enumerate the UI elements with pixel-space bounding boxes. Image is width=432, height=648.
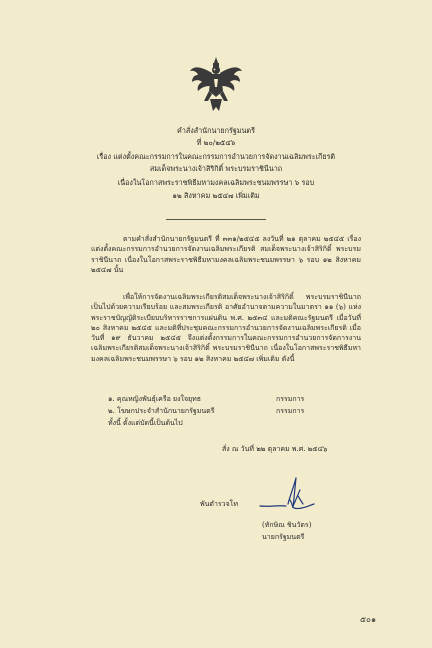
member-1-name: ๑. คุณหญิงพันธุ์เครือ ยงใจยุทธ xyxy=(108,395,202,403)
closing-text: ทั้งนี้ ตั้งแต่บัดนี้เป็นต้นไป xyxy=(108,419,183,427)
subject-line-2: สมเด็จพระนางเจ้าสิริกิติ์ พระบรมราชินีนาถ xyxy=(149,164,283,173)
garuda-emblem-icon xyxy=(188,55,244,113)
member-2-role: กรรมการ xyxy=(276,407,305,415)
signer-name: (ทักษิณ ชินวัตร) xyxy=(262,521,312,529)
member-2-name: ๒. โฆษกประจำสำนักนายกรัฐมนตรี xyxy=(108,407,215,415)
signer-position: นายกรัฐมนตรี xyxy=(262,533,305,541)
page-number: ๕๐๑ xyxy=(360,615,377,624)
subject-line-4: ๑๒ สิงหาคม ๒๕๔๗ เพิ่มเติม xyxy=(172,191,260,200)
order-title: คำสั่งสำนักนายกรัฐมนตรี xyxy=(177,126,255,135)
member-1-role: กรรมการ xyxy=(276,395,305,403)
header-divider xyxy=(166,219,266,220)
subject-line-1: เรื่อง แต่งตั้งคณะกรรมการในคณะกรรมการอำนวยการจัดงานเฉลิมพระเกียรติ xyxy=(96,152,336,161)
subject-line-3: เนื่องในโอกาสพระราชพิธีมหามงคลเฉลิมพระชนมพรรษา ๖ รอบ xyxy=(117,178,315,187)
signature-icon xyxy=(258,476,318,516)
signer-rank: พันตำรวจโท xyxy=(200,500,239,508)
order-number: ที่ ๒๐/๒๕๔๖ xyxy=(196,138,236,147)
paragraph-1: ตามคำสั่งสำนักนายกรัฐมนตรี ที่ ๓๓๑/๒๕๔๕ ลงวันที่ ๒๑ ตุลาคม ๒๕๔๕ เรื่อง แต่งตั้งคณะกรรมการอำนวยการจัดงานเฉลิมพระเกียรติ สมเด็จพระนางเจ้าสิริกิติ์ พระบรมราชินีนาถ เนื่องในโอกาสพระราชพิธีมหามงคลเฉลิมพระชนมพรรษา ๖ รอบ ๑๒ สิงหาคม ๒๕๔๗ นั้น xyxy=(91,235,361,274)
order-date: สั่ง ณ วันที่ ๒๒ ตุลาคม พ.ศ. ๒๕๔๖ xyxy=(222,445,328,453)
paragraph-2: เพื่อให้การจัดงานเฉลิมพระเกียรติสมเด็จพระนางเจ้าสิริกิติ์ พระบรมราชินีนาถ เป็นไปด้วยความเรียบร้อย และสมพระเกียรติ อาศัยอำนาจตามความในมาตรา ๑๑ (๖) แห่งพระราชบัญญัติระเบียบบริหารราชการแผ่นดิน พ.ศ. ๒๕๓๔ และมติคณะรัฐมนตรี เมื่อวันที่ ๒๐ สิงหาคม ๒๕๔๕ และมติที่ประชุมคณะกรรมการอำนวยการจัดงานเฉลิมพระเกียรติ เมื่อวันที่ ๑๙ ธันวาคม ๒๕๔๕ จึงแต่งตั้งกรรมการในคณะกรรมการอำนวยการจัดการงานเฉลิมพระเกียรติสมเด็จพระนางเจ้าสิริกิติ์ พระบรมราชินีนาถ เนื่องในโอกาสพระราชพิธีมหามงคลเฉลิมพระชนมพรรษา ๖ รอบ ๑๒ สิงหาคม ๒๕๔๗ เพิ่มเติม ดังนี้ xyxy=(91,293,361,363)
